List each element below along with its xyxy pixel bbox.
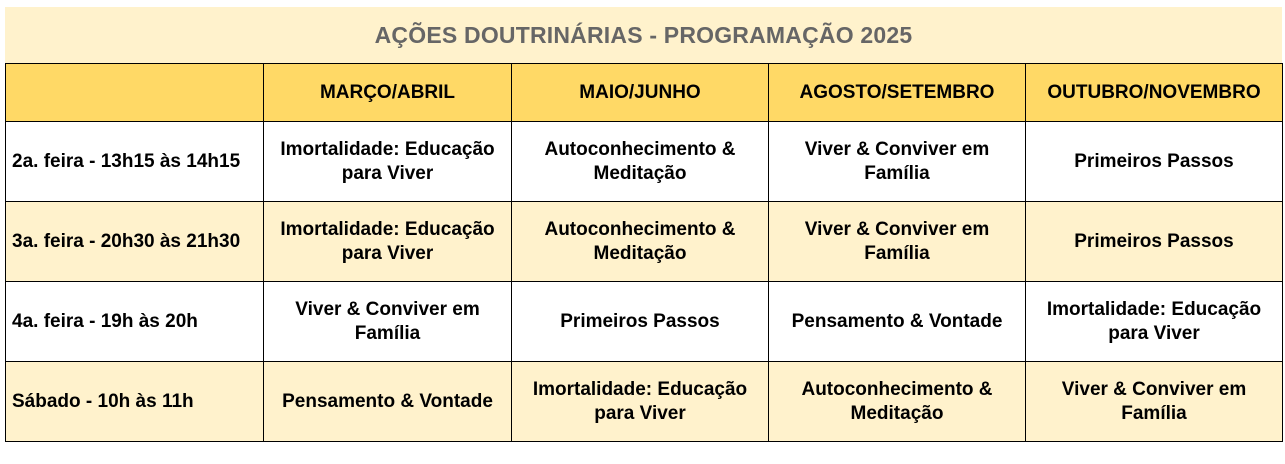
schedule-sheet (5, 7, 1282, 459)
sheet-title: AÇÕES DOUTRINÁRIAS - PROGRAMAÇÃO 2025 (5, 7, 1282, 63)
table-cell[interactable]: Viver & Conviver em Família (769, 202, 1026, 282)
table-cell[interactable]: Viver & Conviver em Família (1026, 362, 1283, 442)
table-cell[interactable]: Imortalidade: Educação para Viver (264, 122, 512, 202)
table-cell[interactable]: Viver & Conviver em Família (264, 282, 512, 362)
time-cell[interactable]: 3a. feira - 20h30 às 21h30 (6, 202, 264, 282)
table-cell[interactable]: Autoconhecimento & Meditação (512, 202, 769, 282)
table-cell[interactable]: Viver & Conviver em Família (769, 122, 1026, 202)
table-cell[interactable]: Imortalidade: Educação para Viver (1026, 282, 1283, 362)
table-cell[interactable]: Imortalidade: Educação para Viver (264, 202, 512, 282)
table-cell[interactable]: Autoconhecimento & Meditação (512, 122, 769, 202)
header-cell-agosto-setembro[interactable]: AGOSTO/SETEMBRO (769, 64, 1026, 122)
time-cell[interactable]: 4a. feira - 19h às 20h (6, 282, 264, 362)
time-cell[interactable]: Sábado - 10h às 11h (6, 362, 264, 442)
header-cell-outubro-novembro[interactable]: OUTUBRO/NOVEMBRO (1026, 64, 1283, 122)
header-cell-maio-junho[interactable]: MAIO/JUNHO (512, 64, 769, 122)
time-cell[interactable]: 2a. feira - 13h15 às 14h15 (6, 122, 264, 202)
table-cell[interactable]: Primeiros Passos (1026, 122, 1283, 202)
header-cell-corner[interactable] (6, 64, 264, 122)
table-row (6, 362, 1283, 442)
table-cell[interactable]: Primeiros Passos (512, 282, 769, 362)
table-cell[interactable]: Primeiros Passos (1026, 202, 1283, 282)
table-cell[interactable]: Pensamento & Vontade (769, 282, 1026, 362)
table-cell[interactable]: Pensamento & Vontade (264, 362, 512, 442)
table-cell[interactable]: Imortalidade: Educação para Viver (512, 362, 769, 442)
schedule-table (5, 63, 1283, 442)
header-cell-marco-abril[interactable]: MARÇO/ABRIL (264, 64, 512, 122)
table-cell[interactable]: Autoconhecimento & Meditação (769, 362, 1026, 442)
table-row (6, 202, 1283, 282)
table-row (6, 122, 1283, 202)
header-row (6, 64, 1283, 122)
table-row (6, 282, 1283, 362)
